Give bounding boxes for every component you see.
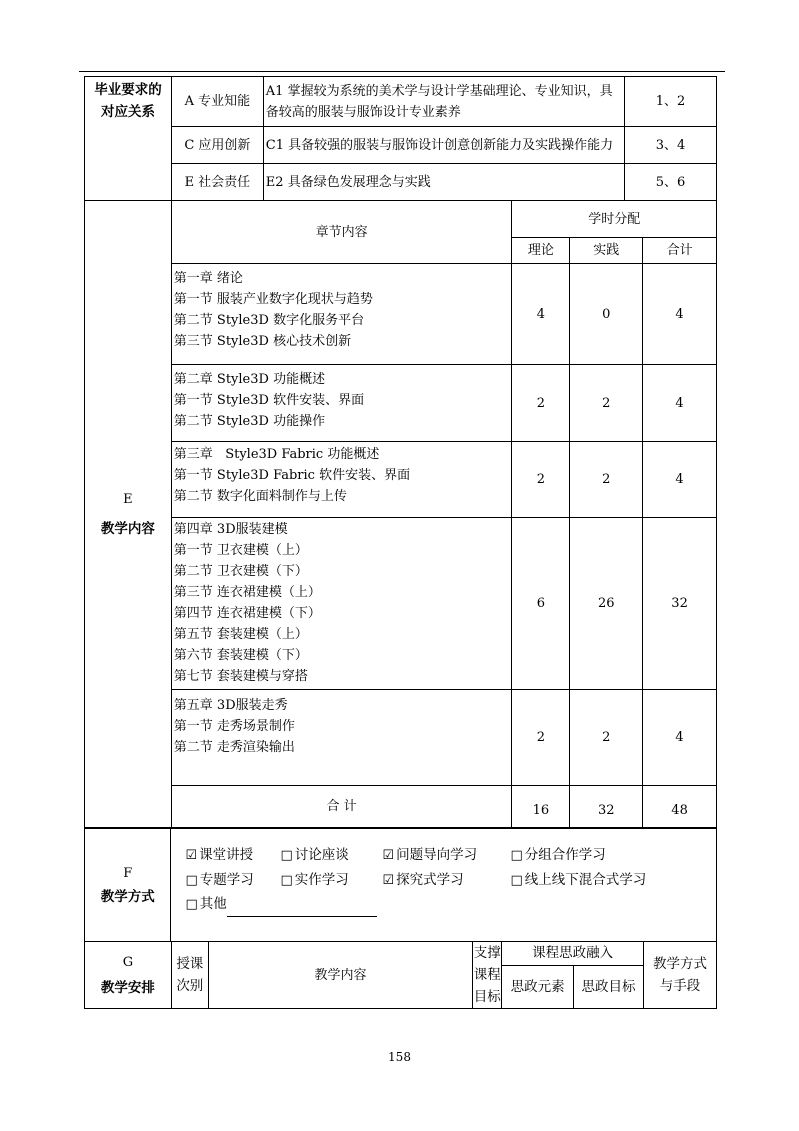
- chapter-5: [171, 690, 512, 786]
- chapter-2-line: 第二节 Style3D 功能操作: [173, 414, 326, 429]
- chapter-5-total: 4: [643, 690, 717, 786]
- sum-total: 48: [643, 786, 717, 828]
- method-topic[interactable]: [185, 868, 280, 893]
- col-methods-text: 教学方式与手段: [652, 956, 707, 994]
- method-group[interactable]: [510, 843, 605, 868]
- req-area-1: A 专业知能: [171, 77, 263, 127]
- checkbox-icon[interactable]: □: [185, 872, 198, 888]
- req-desc-1-line2: 备较高的服装与服饰设计专业素养: [265, 104, 461, 120]
- col-elements-header: 思政元素: [502, 965, 574, 1008]
- col-session-text: 授课次别: [176, 956, 204, 994]
- chapter-4-line: 第一节 卫衣建模（上）: [173, 543, 308, 558]
- chapter-4-line: 第四章 3D服装建模: [173, 522, 288, 537]
- method-other[interactable]: [185, 892, 376, 917]
- teaching-methods-label-cell: [85, 829, 171, 942]
- req-desc-3: E2 具备绿色发展理念与实践: [263, 164, 624, 201]
- chapter-3-line: 第二节 数字化面料制作与上传: [173, 489, 347, 504]
- req-desc-1-line1: A1 掌握较为系统的美术学与设计学基础理论、专业知识，具: [265, 83, 613, 99]
- chapter-4-line: 第六节 套装建模（下）: [173, 648, 308, 663]
- col-methods-header: [643, 942, 716, 1009]
- method-label: 专题学习: [199, 871, 254, 888]
- sum-label: 合 计: [171, 786, 512, 828]
- page-number: 158: [388, 1050, 411, 1064]
- chapter-3: [171, 442, 512, 518]
- col-goals-header: 思政目标: [574, 965, 644, 1008]
- chapter-1-theory: 4: [512, 264, 570, 365]
- method-lecture[interactable]: [185, 843, 280, 868]
- header-rule: [79, 71, 725, 72]
- sum-practice: 32: [570, 786, 643, 828]
- teaching-content-table: [84, 200, 717, 828]
- chapter-5-practice: 2: [570, 690, 643, 786]
- checkbox-icon[interactable]: □: [510, 848, 523, 863]
- col-practice-header: 实践: [570, 238, 643, 264]
- teaching-content-letter: E: [123, 491, 133, 507]
- requirements-header: 毕业要求的对应关系: [94, 82, 162, 120]
- arrangement-letter: G: [122, 954, 134, 970]
- method-label: 线上线下混合式学习: [524, 871, 647, 888]
- methods-row: [185, 843, 716, 868]
- req-area-3: E 社会责任: [171, 164, 263, 201]
- chapter-2-total: 4: [643, 365, 717, 442]
- method-blended[interactable]: [510, 868, 646, 893]
- chapter-1-line: 第三节 Style3D 核心技术创新: [173, 334, 352, 349]
- chapter-2: [171, 365, 512, 442]
- checkbox-checked-icon[interactable]: ☑: [185, 848, 198, 863]
- teaching-methods-table: [84, 828, 717, 942]
- chapter-5-line: 第一节 走秀场景制作: [173, 719, 295, 734]
- req-objectives-1: 1、2: [625, 77, 717, 127]
- col-theory-header: 理论: [512, 238, 570, 264]
- method-label: 其他: [199, 896, 227, 912]
- method-inquiry[interactable]: [382, 868, 510, 893]
- chapter-4-total: 32: [643, 518, 717, 690]
- methods-row: [185, 868, 716, 893]
- other-blank-line[interactable]: [227, 902, 377, 917]
- teaching-content-label-cell: [85, 201, 172, 828]
- col-total-header: 合计: [643, 238, 717, 264]
- chapter-3-practice: 2: [570, 442, 643, 518]
- method-discussion[interactable]: [280, 843, 382, 868]
- req-desc-2: C1 具备较强的服装与服饰设计创意创新能力及实践操作能力: [263, 127, 624, 164]
- req-objectives-3: 5、6: [625, 164, 717, 201]
- arrangement-label-cell: [85, 942, 172, 1009]
- methods-row: [185, 892, 716, 917]
- chapter-4-line: 第三节 连衣裙建模（上）: [173, 585, 321, 600]
- chapter-4-line: 第五节 套装建模（上）: [173, 627, 308, 642]
- chapter-4: [171, 518, 512, 690]
- sum-theory: 16: [512, 786, 570, 828]
- chapter-2-line: 第一节 Style3D 软件安装、界面: [173, 393, 365, 408]
- method-label: 问题导向学习: [396, 847, 478, 863]
- chapter-2-practice: 2: [570, 365, 643, 442]
- chapter-5-theory: 2: [512, 690, 570, 786]
- chapter-2-line: 第二章 Style3D 功能概述: [173, 372, 326, 387]
- checkbox-icon[interactable]: □: [185, 897, 198, 912]
- requirements-label: [85, 77, 172, 201]
- checkbox-icon[interactable]: □: [510, 872, 523, 888]
- chapter-1-line: 第二节 Style3D 数字化服务平台: [173, 313, 365, 328]
- chapter-4-line: 第四节 连衣裙建模（下）: [173, 606, 321, 621]
- checkbox-icon[interactable]: □: [280, 848, 293, 863]
- col-support-header: [473, 942, 502, 1009]
- chapter-3-total: 4: [643, 442, 717, 518]
- chapter-4-line: 第七节 套装建模与穿搭: [173, 669, 308, 684]
- checkbox-icon[interactable]: □: [280, 872, 293, 888]
- method-problem-based[interactable]: [382, 843, 510, 868]
- chapter-5-line: 第二节 走秀渲染输出: [173, 740, 295, 755]
- req-objectives-2: 3、4: [625, 127, 717, 164]
- arrangement-label: 教学安排: [100, 979, 155, 996]
- req-area-2: C 应用创新: [171, 127, 263, 164]
- chapter-4-theory: 6: [512, 518, 570, 690]
- chapter-3-theory: 2: [512, 442, 570, 518]
- teaching-methods-letter: F: [123, 865, 133, 881]
- teaching-methods-options: [171, 829, 717, 942]
- teaching-content-label: 教学内容: [100, 520, 155, 537]
- chapter-4-line: 第二节 卫衣建模（下）: [173, 564, 308, 579]
- col-content-header: 教学内容: [208, 942, 472, 1009]
- method-practical[interactable]: [280, 868, 382, 893]
- method-label: 讨论座谈: [294, 847, 349, 863]
- col-ideology-header: 课程思政融入: [502, 942, 644, 966]
- checkbox-checked-icon[interactable]: ☑: [382, 872, 395, 888]
- arrangement-table: [84, 941, 717, 1009]
- method-label: 探究式学习: [396, 871, 464, 888]
- chapter-1-line: 第一节 服装产业数字化现状与趋势: [173, 292, 373, 307]
- chapter-4-practice: 26: [570, 518, 643, 690]
- col-chapter-header: 章节内容: [171, 201, 512, 264]
- col-hours-header: 学时分配: [512, 201, 717, 238]
- chapter-1-line: 第一章 绪论: [173, 271, 243, 286]
- chapter-5-line: 第五章 3D服装走秀: [173, 698, 288, 713]
- method-label: 课堂讲授: [199, 847, 254, 863]
- checkbox-checked-icon[interactable]: ☑: [382, 848, 395, 863]
- chapter-1-practice: 0: [570, 264, 643, 365]
- col-support-text: 支撑课程目标: [473, 945, 501, 1005]
- method-label: 分组合作学习: [524, 847, 606, 863]
- chapter-1: [171, 264, 512, 365]
- requirements-table: [84, 76, 717, 201]
- method-label: 实作学习: [294, 871, 349, 888]
- col-session-header: [171, 942, 208, 1009]
- chapter-3-line: 第三章 Style3D Fabric 功能概述: [173, 447, 380, 462]
- chapter-1-total: 4: [643, 264, 717, 365]
- chapter-3-line: 第一节 Style3D Fabric 软件安装、界面: [173, 468, 411, 483]
- teaching-methods-label: 教学方式: [100, 888, 155, 905]
- chapter-2-theory: 2: [512, 365, 570, 442]
- req-desc-1: [263, 77, 624, 127]
